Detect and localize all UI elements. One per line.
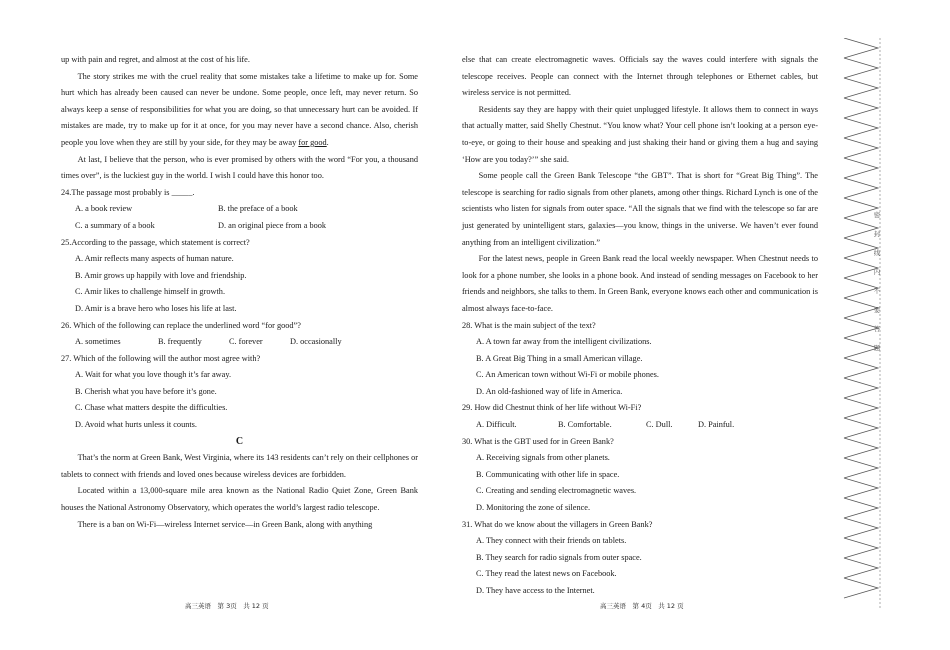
option: C. Chase what matters despite the difficulties. [75,403,228,413]
question-25: 25.According to the passage, which statement is correct? [61,237,250,247]
paragraph: At last, I believe that the person, who is ever promised by others with the word “For you, a thousand times over”, is the luckiest guy in the world. I wish I could have this honor too. [61,154,418,181]
zigzag-segment [844,538,878,558]
question-28: 28. What is the main subject of the text? [462,320,596,330]
option: B. Amir grows up happily with love and friendship. [75,270,247,280]
zigzag-segment [844,138,878,158]
seal-char: 内 [873,268,881,276]
zigzag-segment [844,78,878,98]
option: A. A town far away from the intelligent civilizations. [476,337,652,347]
zigzag-segment [844,178,878,198]
option: C. They read the latest news on Facebook. [476,569,617,579]
question-24: 24.The passage most probably is _____. [61,187,195,197]
option: C. a summary of a book [75,220,155,230]
seal-char: 答 [873,325,881,333]
options-row [462,417,818,434]
seal-char: 密 [873,211,881,219]
option: A. a book review [75,204,133,214]
seal-char: 封 [873,230,881,238]
option: D. Amir is a brave hero who loses his life at last. [75,303,237,313]
option: B. Cherish what you have before it’s gone. [75,386,217,396]
option: D. an original piece from a book [218,220,327,230]
paragraph-end: . [326,137,329,147]
underlined-phrase: for good [298,137,327,147]
zigzag-segment [844,518,878,538]
seal-char: 题 [873,344,881,352]
option: C. Dull. [646,420,673,430]
options-row [61,218,418,235]
zigzag-segment [844,438,878,458]
option: B. Comfortable. [558,420,612,430]
seal-char: 线 [873,249,881,257]
option: D. An old-fashioned way of life in America. [476,386,623,396]
option: C. Creating and sending electromagnetic waves. [476,486,637,496]
option: B. Communicating with other life in space. [476,469,620,479]
zigzag-segment [844,118,878,138]
paragraph: For the latest news, people in Green Bank read the local weekly newspaper. When Chestnut needs to look for a phone number, she looks in a phone book. And instead of sending messages on Facebook to her friends and neighbors, she talks to them. In Green Bank, everyone knows each other and communication is almost always face-to-face. [462,254,818,313]
zigzag-segment [844,158,878,178]
option: A. Difficult. [476,420,517,430]
paragraph: There is a ban on Wi-Fi—wireless Internet service—in Green Bank, along with anything [77,519,373,529]
page-footer-right: 高三英语 第 4页 共 12 页 [600,602,684,610]
zigzag-segment [844,418,878,438]
paragraph: Some people call the Green Bank Telescope “the GBT”. That is short for “Great Big Thing”. The telescope is searching for radio signals from other planets, among other things. Richard Lynch is one of the scientists who listen for signals from outer space. “All the signals that we find with the telescope so far are just generated by unintelligent stars, galaxies—you know, things in the universe. We haven’t ever found anything from an intelligent civilization.” [462,171,818,247]
seal-char: 不 [873,287,881,295]
option: A. They connect with their friends on tablets. [476,536,627,546]
option: A. Amir reflects many aspects of human nature. [75,254,234,264]
zigzag-segment [844,498,878,518]
zigzag-segment [844,458,878,478]
zigzag-segment [844,98,878,118]
question-26: 26. Which of the following can replace the underlined word “for good”? [61,320,301,330]
paragraph [61,69,418,152]
right-column [462,52,818,600]
question-30: 30. What is the GBT used for in Green Bank? [462,436,614,446]
option: D. Painful. [698,420,735,430]
options-row [61,201,418,218]
binding-margin-notice [872,210,882,362]
zigzag-segment [844,578,878,598]
paragraph-text: The story strikes me with the cruel reality that some mistakes take a lifetime to make up for. Some hurt which has already been caused can never be undone. Some people, once left, may never return. So always keep a sense of responsibilities for what you are doing, so that unnecessary hurt can be avoided. If mistakes are made, try to make up for it at once, for you may never have a second chance. Also, cherish people you love when they are still by your side, for they may be away [61,71,418,147]
option: B. the preface of a book [218,204,298,214]
option: B. frequently [158,337,202,347]
zigzag-segment [844,398,878,418]
page-footer-left: 高三英语 第 3页 共 12 页 [185,602,269,610]
option: D. Monitoring the zone of silence. [476,503,591,513]
section-heading: C [235,435,244,447]
zigzag-segment [844,478,878,498]
zigzag-segment [844,378,878,398]
option: B. A Great Big Thing in a small American village. [476,353,643,363]
paragraph: That’s the norm at Green Bank, West Virginia, where its 143 residents can’t rely on their cellphones or tablets to connect with friends and loved ones because wireless devices are forbidden. [61,453,418,479]
option: D. Avoid what hurts unless it counts. [75,420,197,430]
zigzag-segment [844,558,878,578]
option: C. forever [229,337,263,347]
option: A. Receiving signals from other planets. [476,453,610,463]
paragraph: Residents say they are happy with their quiet unplugged lifestyle. It allows them to connect in ways that actually matter, said Shelly Chestnut. “You know what? Your cell phone isn’t looking at a person eye-to-eye, or going to their house and speaking and just shaking their hand or giving them a hug and saying ‘How are you today?’” she said. [462,104,818,164]
question-31: 31. What do we know about the villagers in Green Bank? [462,519,653,529]
paragraph: else that can create electromagnetic waves. Officials say the waves could interfere with signals the telescope receives. People can connect with the Internet through telephones or Ethernet cables, but wireless service is not permitted. [462,55,818,98]
paragraph: Located within a 13,000-square mile area known as the National Radio Quiet Zone, Green Bank houses the National Astronomy Observatory, which operates the world’s largest radio telescope. [61,486,418,513]
options-row [61,334,418,351]
option: C. Amir likes to challenge himself in growth. [75,287,226,297]
option: D. They have access to the Internet. [476,586,595,595]
option: C. An American town without Wi-Fi or mobile phones. [476,370,659,380]
left-column [61,52,418,533]
paragraph: up with pain and regret, and almost at the cost of his life. [61,55,250,64]
option: D. occasionally [290,337,342,347]
question-29: 29. How did Chestnut think of her life without Wi-Fi? [462,403,642,413]
zigzag-segment [844,58,878,78]
option: A. sometimes [75,337,121,347]
option: B. They search for radio signals from outer space. [476,552,642,562]
question-27: 27. Which of the following will the author most agree with? [61,353,261,363]
zigzag-segment [844,38,878,58]
option: A. Wait for what you love though it’s far away. [75,370,232,380]
seal-char: 要 [873,306,881,314]
